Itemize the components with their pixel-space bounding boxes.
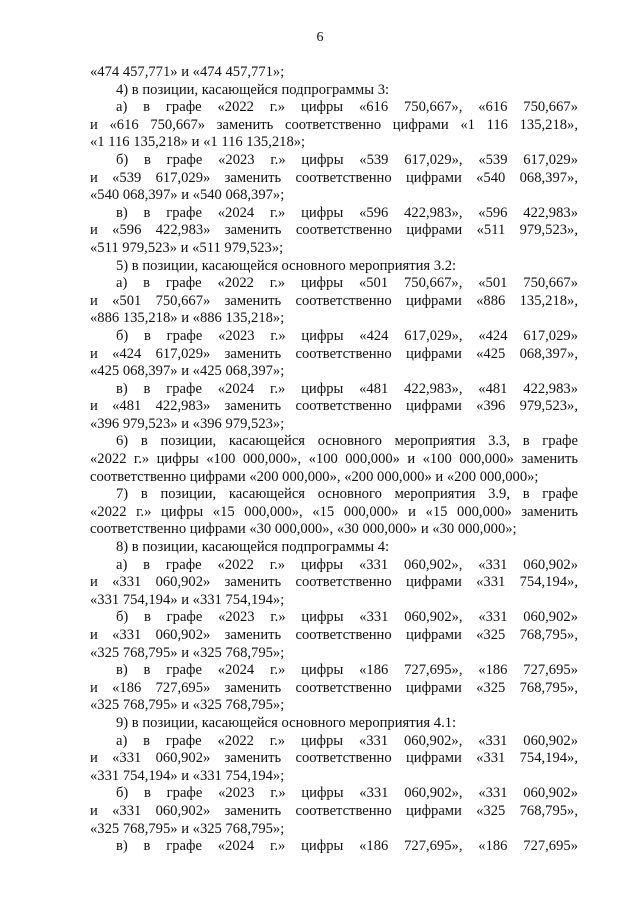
text-line: «331 754,194» и «331 754,194»; [90,767,285,784]
text-line: «325 768,795» и «325 768,795»; [90,697,285,714]
page-number: 6 [316,30,324,45]
text-line: и «186 727,695» заменить соответственно цифрами «325 768,795», [90,679,578,696]
text-line: и «596 422,983» заменить соответственно цифрами «511 979,523», [90,222,578,239]
text-line: «425 068,397» и «425 068,397»; [90,363,285,380]
text-line: 8) в позиции, касающейся подпрограммы 4: [116,539,390,556]
text-line: «540 068,397» и «540 068,397»; [90,187,285,204]
text-line: «2022 г.» цифры «100 000,000», «100 000,000» и «100 000,000» заменить [90,451,578,468]
text-line: 7) в позиции, касающейся основного мероприятия 3.9, в графе [116,486,578,503]
text-line: «511 979,523» и «511 979,523»; [90,239,284,256]
text-line: «331 754,194» и «331 754,194»; [90,591,285,608]
text-line: и «331 060,902» заменить соответственно цифрами «325 768,795», [90,802,578,819]
text-line: 9) в позиции, касающейся основного мероприятия 4.1: [116,714,457,731]
text-line: 6) в позиции, касающейся основного мероприятия 3.3, в графе [116,433,578,450]
text-line: и «331 060,902» заменить соответственно цифрами «331 754,194», [90,750,578,767]
text-line: «886 135,218» и «886 135,218»; [90,310,285,327]
text-line: а) в графе «2022 г.» цифры «501 750,667», «501 750,667» [116,275,578,292]
text-line: и «501 750,667» заменить соответственно цифрами «886 135,218», [90,292,578,309]
text-line: б) в графе «2023 г.» цифры «331 060,902», «331 060,902» [116,609,578,626]
document-body [90,64,578,856]
text-line: в) в графе «2024 г.» цифры «596 422,983», «596 422,983» [116,204,578,221]
text-line: «325 768,795» и «325 768,795»; [90,644,285,661]
text-line: а) в графе «2022 г.» цифры «616 750,667», «616 750,667» [116,99,578,116]
text-line: и «616 750,667» заменить соответственно цифрами «1 116 135,218», [90,116,578,133]
text-line: б) в графе «2023 г.» цифры «539 617,029», «539 617,029» [116,151,578,168]
text-line: и «539 617,029» заменить соответственно цифрами «540 068,397», [90,169,578,186]
text-line: а) в графе «2022 г.» цифры «331 060,902», «331 060,902» [116,556,578,573]
text-line: в) в графе «2024 г.» цифры «481 422,983», «481 422,983» [116,380,578,397]
text-line: «325 768,795» и «325 768,795»; [90,820,285,837]
text-line: соответственно цифрами «200 000,000», «200 000,000» и «200 000,000»; [90,468,539,485]
text-line: и «481 422,983» заменить соответственно цифрами «396 979,523», [90,398,578,415]
text-line: и «331 060,902» заменить соответственно цифрами «325 768,795», [90,627,578,643]
text-line: «1 116 135,218» и «1 116 135,218»; [90,134,306,151]
text-line: в) в графе «2024 г.» цифры «186 727,695», «186 727,695» [116,838,578,855]
text-line: «2022 г.» цифры «15 000,000», «15 000,000» и «15 000,000» заменить [90,503,578,520]
text-line: в) в графе «2024 г.» цифры «186 727,695», «186 727,695» [116,662,578,679]
text-line: и «331 060,902» заменить соответственно цифрами «331 754,194», [90,574,578,591]
text-line: а) в графе «2022 г.» цифры «331 060,902», «331 060,902» [116,732,578,749]
text-line: соответственно цифрами «30 000,000», «30 000,000» и «30 000,000»; [90,521,517,538]
text-line: 4) в позиции, касающейся подпрограммы 3: [116,81,390,98]
text-line: 5) в позиции, касающейся основного мероприятия 3.2: [116,257,457,274]
text-line: б) в графе «2023 г.» цифры «331 060,902», «331 060,902» [116,785,578,802]
text-line: и «424 617,029» заменить соответственно цифрами «425 068,397», [90,345,578,362]
text-line: б) в графе «2023 г.» цифры «424 617,029», «424 617,029» [116,327,578,344]
text-line: «396 979,523» и «396 979,523»; [90,415,285,432]
text-line: «474 457,771» и «474 457,771»; [90,64,285,80]
